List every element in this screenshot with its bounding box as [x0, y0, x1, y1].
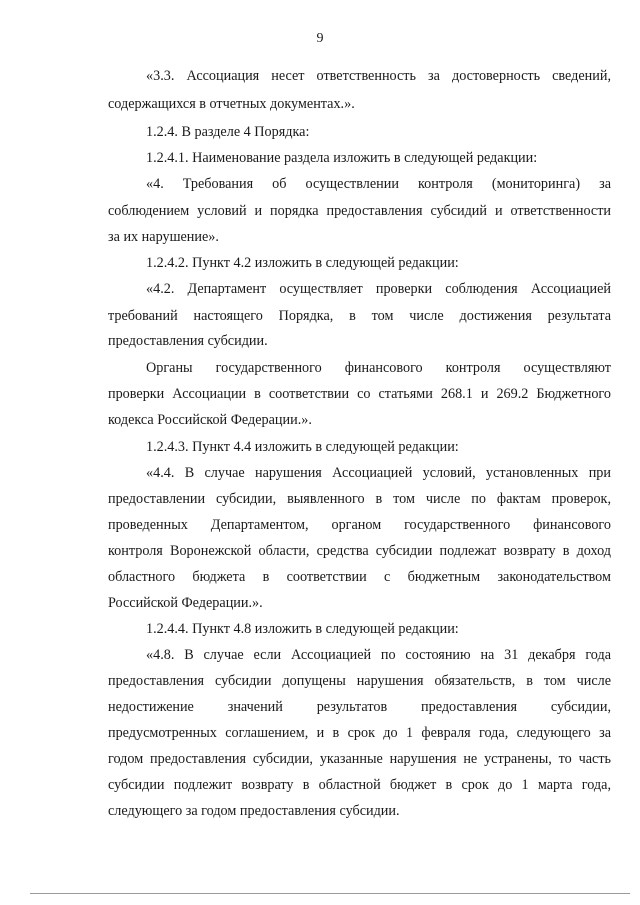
paragraph-line: субсидии подлежит возврату в областной бюджет в срок до 1 марта года,	[108, 777, 611, 793]
paragraph-line: недостижение значений результатов предоставления субсидии,	[108, 699, 611, 715]
paragraph-line: 1.2.4.4. Пункт 4.8 изложить в следующей редакции:	[146, 621, 459, 637]
paragraph-line: 1.2.4. В разделе 4 Порядка:	[146, 124, 310, 140]
paragraph-line: «4.8. В случае если Ассоциацией по состоянию на 31 декабря года	[146, 647, 611, 663]
paragraph-line: проверки Ассоциации в соответствии со статьями 268.1 и 269.2 Бюджетного	[108, 386, 611, 402]
paragraph-line: кодекса Российской Федерации.».	[108, 412, 312, 428]
paragraph-line: проведенных Департаментом, органом государственного финансового	[108, 517, 611, 533]
page-number: 9	[316, 31, 324, 46]
paragraph-line: годом предоставления субсидии, указанные нарушения не устранены, то часть	[108, 751, 611, 767]
paragraph-line: требований настоящего Порядка, в том числе достижения результата	[108, 308, 611, 324]
paragraph-line: Органы государственного финансового контроля осуществляют	[146, 360, 611, 376]
scan-edge-line	[30, 893, 630, 894]
paragraph-line: предоставления субсидии.	[108, 333, 268, 349]
paragraph-line: «4. Требования об осуществлении контроля (мониторинга) за	[146, 176, 611, 192]
paragraph-line: областного бюджета в соответствии с бюджетным законодательством	[108, 569, 611, 585]
paragraph-line: Российской Федерации.».	[108, 595, 263, 611]
paragraph-line: контроля Воронежской области, средства субсидии подлежат возврату в доход	[108, 543, 611, 559]
paragraph-line: за их нарушение».	[108, 229, 219, 245]
paragraph-line: предоставлении субсидии, выявленного в том числе по фактам проверок,	[108, 491, 611, 507]
paragraph-line: соблюдением условий и порядка предоставления субсидий и ответственности	[108, 203, 611, 219]
paragraph-line: содержащихся в отчетных документах.».	[108, 96, 355, 112]
paragraph-line: предусмотренных соглашением, и в срок до 1 февраля года, следующего за	[108, 725, 611, 741]
paragraph-line: 1.2.4.3. Пункт 4.4 изложить в следующей редакции:	[146, 439, 459, 455]
paragraph-line: «4.2. Департамент осуществляет проверки соблюдения Ассоциацией	[146, 281, 611, 297]
paragraph-line: следующего за годом предоставления субсидии.	[108, 803, 400, 819]
paragraph-line: «3.3. Ассоциация несет ответственность за достоверность сведений,	[146, 68, 611, 84]
paragraph-line: 1.2.4.2. Пункт 4.2 изложить в следующей редакции:	[146, 255, 459, 271]
paragraph-line: предоставления субсидии допущены нарушения обязательств, в том числе	[108, 673, 611, 689]
paragraph-line: «4.4. В случае нарушения Ассоциацией условий, установленных при	[146, 465, 611, 481]
paragraph-line: 1.2.4.1. Наименование раздела изложить в следующей редакции:	[146, 150, 538, 166]
